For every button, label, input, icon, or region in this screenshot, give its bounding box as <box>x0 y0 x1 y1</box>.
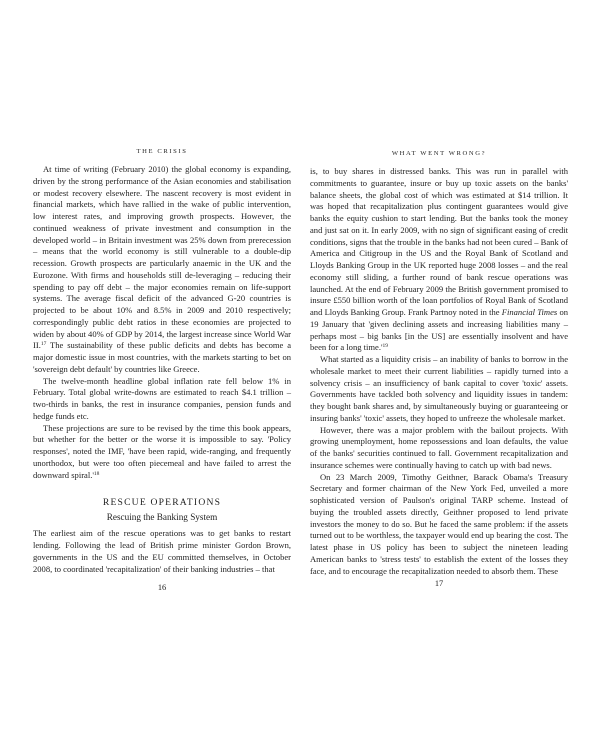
left-page-body <box>33 164 291 575</box>
page-number-right: 17 <box>434 579 444 588</box>
paragraph-text: At time of writing (February 2010) the global economy is expanding, driven by the strong performance of the Asian economies and stabilisation or modest recovery elsewhere. The nascent recovery is most evident in financial markets, which have rallied in the wake of public intervention, low interest rates, and improving growth prospects. However, the continued weakness of private investment and consumption in the developed world – in Britain investment was 25% down from prerecession – means that the world economy is still vulnerable to a double-dip recession. Growth prospects are particularly anaemic in the UK and the Eurozone. With firms and households still de-leveraging – reducing their spending to pay off debt – the major economies remain on life-support systems. The average fiscal deficit of the advanced G-20 countries is projected to be about 10% and 8.5% in 2009 and 2010 respectively; correspondingly public debt ratios in these economies are projected to widen by about 40% of GDP by 2014, the largest increase since World War II. <box>33 164 291 351</box>
paragraph-text: on 19 January that 'given declining assets and increasing liabilities many – perhaps most – big banks [in the US] are essentially insolvent and have been for a long time.' <box>310 307 568 353</box>
running-head-left: THE CRISIS <box>136 148 188 155</box>
publication-title: Financial Times <box>501 307 558 317</box>
paragraph-text: These projections are sure to be revised by the time this book appears, but whether for the better or the worse it is impossible to say. 'Policy responses', noted the IMF, 'have been rapid, wide-ranging, and frequently unorthodox, but were too often piecemeal and have failed to arrest the downward spiral.' <box>33 422 291 480</box>
paragraph: The twelve-month headline global inflation rate fell below 1% in February. Total global write-downs are estimated to reach $4.1 trillion – two-thirds in banks, the rest in insurance companies, pension funds and hedge funds etc. <box>33 375 291 421</box>
paragraph: The earliest aim of the rescue operations was to get banks to restart lending. Following the lead of British prime minister Gordon Brown, governments in the US and the EU committed themselves, in October 2008, to coordinated 'recapitalization' of their banking industries – that <box>33 528 291 574</box>
page-number-left: 16 <box>157 583 167 592</box>
paragraph <box>33 423 291 482</box>
section-heading: RESCUE OPERATIONS <box>102 497 222 509</box>
right-page <box>310 148 568 577</box>
paragraph-text: is, to buy shares in distressed banks. This was run in parallel with commitments to guarantee, insure or buy up toxic assets on the banks' balance sheets, the global cost of which was estimated at $14 trillion. It was hoped that recapitalization plus contingent guarantees would give banks the equity cushion to start lending. But the banks took the money and just sat on it. In early 2009, with no sign of significant easing of credit conditions, signs that the trouble in the banks had not been cured – Bank of America and Citigroup in the US and the Royal Bank of Scotland and Lloyds Banking Group in the UK reported huge 2008 losses – and the real economy still sliding, a further round of bank rescue operations was launched. At the end of February 2009 the British government promised to insure £550 billion worth of the loan portfolios of Royal Bank of Scotland and Lloyds Banking Group. Frank Partnoy noted in the <box>310 166 568 317</box>
running-head-right: WHAT WENT WRONG? <box>391 150 487 157</box>
paragraph: On 23 March 2009, Timothy Geithner, Barack Obama's Treasury Secretary and former chairman of the New York Fed, unveiled a more sophisticated version of Paulson's original TARP scheme. Instead of buying the troubled assets directly, Geithner proposed to lend private investors the money to do so. But he faced the same problem: if the assets turned out to be worthless, the taxpayer would end up bearing the cost. The latest phase in US policy has been to subject the nineteen leading American banks to 'stress tests' to establish the extent of the losses they face, and to encourage the recapitalization needed to absorb them. These <box>310 471 568 576</box>
paragraph: However, there was a major problem with the bailout projects. With growing unemployment, home repossessions and loan defaults, the value of the banks' securities continued to fall. Government recapitalization and insurance schemes were continually having to catch up with bad news. <box>310 424 568 470</box>
paragraph-text: The sustainability of these public deficits and debts has become a major domestic issue in most countries, with the markets starting to bet on 'sovereign debt default' by countries like Greece. <box>33 340 291 374</box>
subsection-heading: Rescuing the Banking System <box>106 512 218 523</box>
paragraph <box>310 166 568 354</box>
footnote-ref: 19 <box>382 343 389 350</box>
left-page <box>33 148 291 575</box>
footnote-ref: 18 <box>93 470 100 477</box>
right-page-body <box>310 166 568 577</box>
paragraph <box>33 164 291 376</box>
paragraph: What started as a liquidity crisis – an inability of banks to borrow in the wholesale market to meet their current liabilities – rapidly turned into a solvency crisis – an insufficiency of bank capital to cover 'toxic' assets. Governments have tackled both solvency and liquidity issues in tandem: they bought bank shares and, by simultaneously buying or guaranteeing or insuring banks' 'toxic' assets, they hoped to unfreeze the wholesale market. <box>310 354 568 423</box>
footnote-ref: 17 <box>40 341 47 348</box>
